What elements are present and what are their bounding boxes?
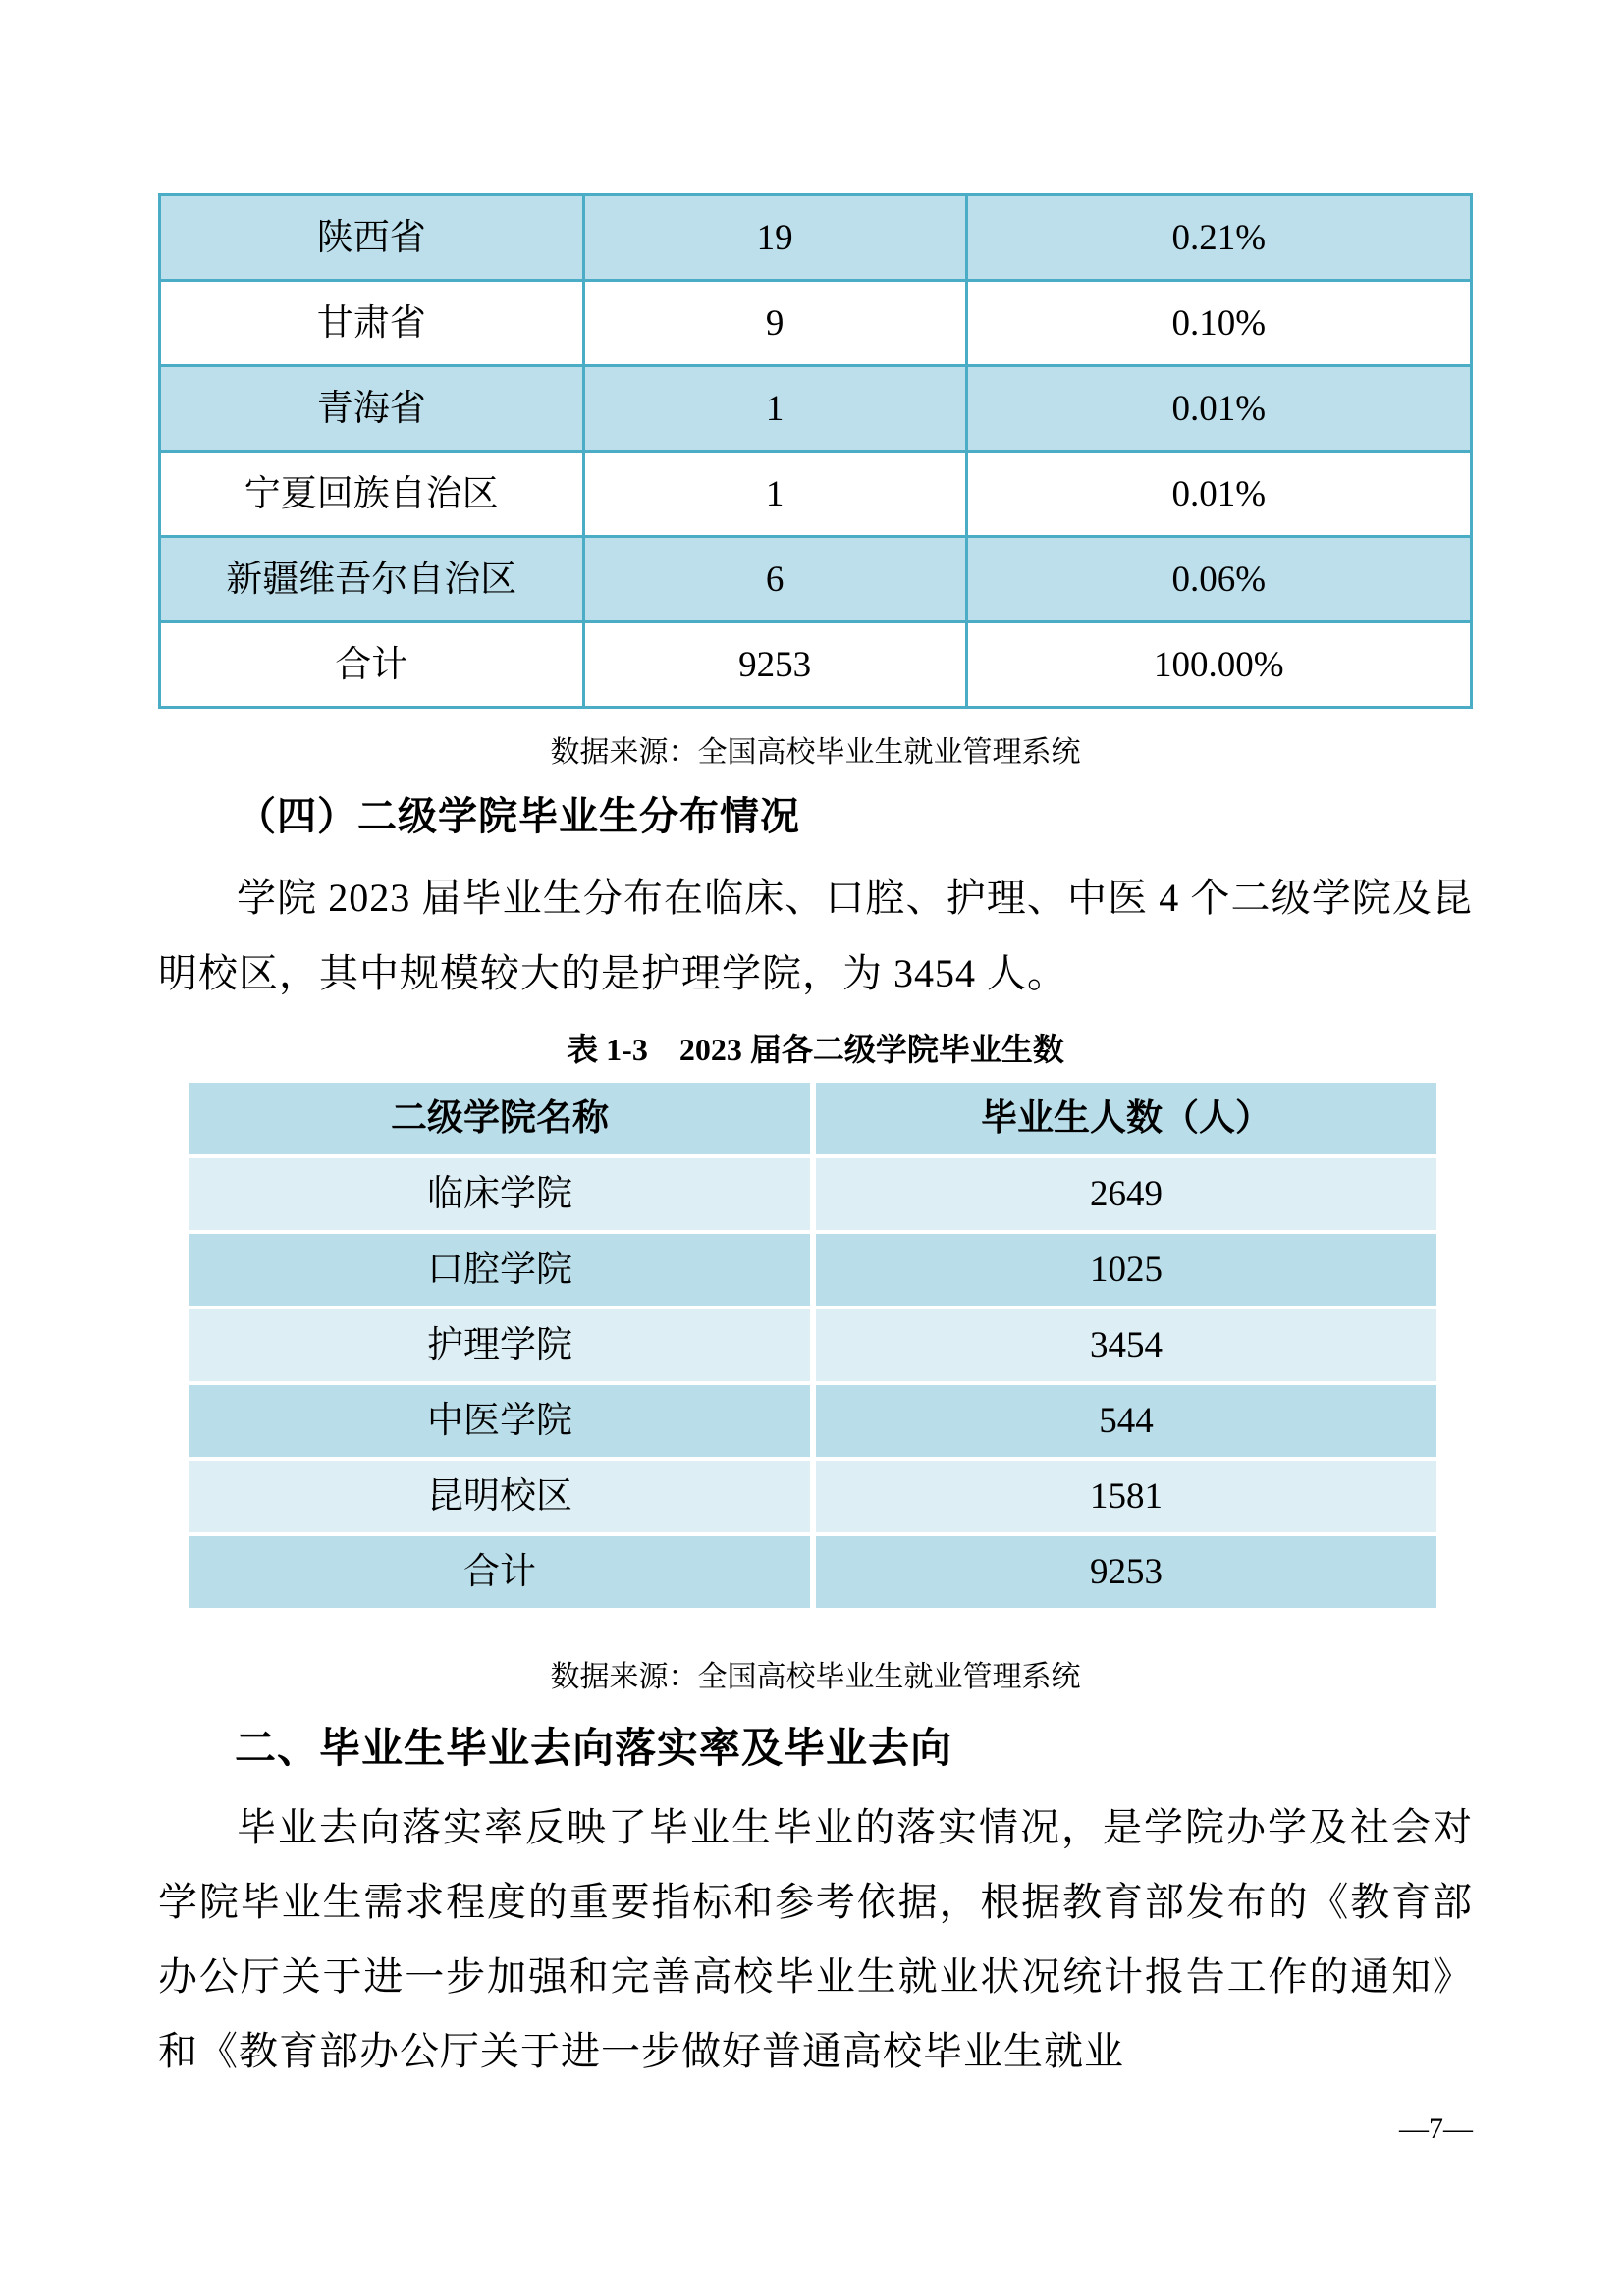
graduate-count-cell: 1 xyxy=(583,452,966,537)
college-count-cell: 1025 xyxy=(816,1234,1436,1306)
page-number: —7— xyxy=(1399,2112,1473,2145)
data-source-note: 数据来源：全国高校毕业生就业管理系统 xyxy=(550,1661,1081,1693)
graduate-count-cell: 6 xyxy=(583,537,966,622)
province-name-cell: 合计 xyxy=(160,622,584,708)
section-heading-two: 二、毕业生毕业去向落实率及毕业去向 xyxy=(235,1725,953,1771)
province-name-cell: 陕西省 xyxy=(160,195,584,281)
college-name-cell: 昆明校区 xyxy=(189,1461,810,1532)
college-total-name-cell: 合计 xyxy=(189,1536,810,1608)
college-total-count-cell: 9253 xyxy=(816,1536,1436,1608)
college-name-header: 二级学院名称 xyxy=(189,1083,810,1154)
percentage-cell: 0.01% xyxy=(966,452,1471,537)
percentage-cell: 0.06% xyxy=(966,537,1471,622)
paragraph-college-distribution: 学院 2023 届毕业生分布在临床、口腔、护理、中医 4 个二级学院及昆明校区，其中规模较大的是护理学院，为 3454 人。 xyxy=(158,876,1473,995)
graduate-count-header: 毕业生人数（人） xyxy=(816,1083,1436,1154)
table-row xyxy=(160,366,1472,452)
province-name-cell: 甘肃省 xyxy=(160,281,584,366)
table-row xyxy=(160,537,1472,622)
college-count-cell: 1581 xyxy=(816,1461,1436,1532)
percentage-cell: 100.00% xyxy=(966,622,1471,708)
table-row xyxy=(160,195,1472,281)
graduate-count-cell: 9 xyxy=(583,281,966,366)
province-name-cell: 新疆维吾尔自治区 xyxy=(160,537,584,622)
college-name-cell: 临床学院 xyxy=(189,1158,810,1230)
college-name-cell: 护理学院 xyxy=(189,1309,810,1381)
table-1-3-caption: 表 1-3 2023 届各二级学院毕业生数 xyxy=(567,1032,1064,1067)
percentage-cell: 0.21% xyxy=(966,195,1471,281)
graduate-count-cell: 1 xyxy=(583,366,966,452)
percentage-cell: 0.01% xyxy=(966,366,1471,452)
paragraph-employment-rate: 毕业去向落实率反映了毕业生毕业的落实情况，是学院办学及社会对学院毕业生需求程度的重要指标和参考依据，根据教育部发布的《教育部办公厅关于进一步加强和完善高校毕业生就业状况统计报告工作的通知》和《教育部办公厅关于进一步做好普通高校毕业生就业 xyxy=(158,1805,1473,2073)
college-name-cell: 中医学院 xyxy=(189,1385,810,1457)
graduate-count-cell: 19 xyxy=(583,195,966,281)
table-row xyxy=(160,281,1472,366)
province-name-cell: 宁夏回族自治区 xyxy=(160,452,584,537)
college-count-cell: 2649 xyxy=(816,1158,1436,1230)
college-graduates-table xyxy=(189,1083,1436,1608)
province-name-cell: 青海省 xyxy=(160,366,584,452)
table-total-row xyxy=(160,622,1472,708)
graduate-count-cell: 9253 xyxy=(583,622,966,708)
table-row xyxy=(160,452,1472,537)
college-name-cell: 口腔学院 xyxy=(189,1234,810,1306)
college-count-cell: 544 xyxy=(816,1385,1436,1457)
data-source-note: 数据来源：全国高校毕业生就业管理系统 xyxy=(550,736,1081,769)
province-distribution-table xyxy=(158,193,1473,709)
percentage-cell: 0.10% xyxy=(966,281,1471,366)
section-heading-four: （四）二级学院毕业生分布情况 xyxy=(237,794,800,838)
college-count-cell: 3454 xyxy=(816,1309,1436,1381)
